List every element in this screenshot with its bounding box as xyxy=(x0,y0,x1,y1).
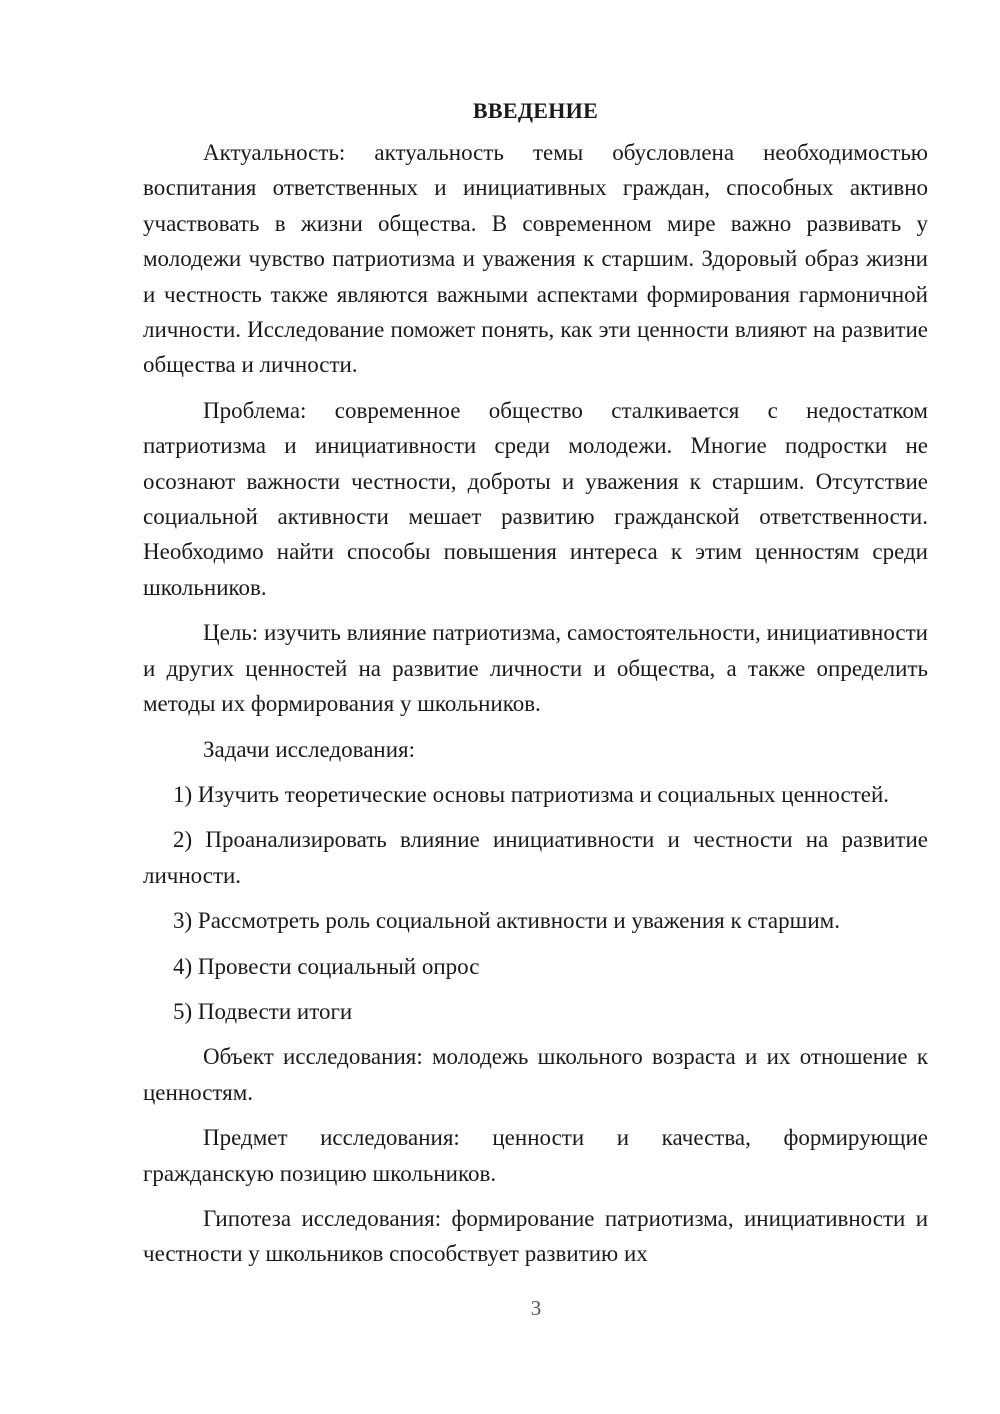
task-item-3: 3) Рассмотреть роль социальной активности и уважения к старшим. xyxy=(173,908,840,934)
task-item-2: 2) Проанализировать влияние инициативности и честности на развитие личности. xyxy=(143,827,928,888)
goal-paragraph: Цель: изучить влияние патриотизма, самостоятельности, инициативности и других ценностей на развитие личности и общества, а также определить методы их формирования у школьников. xyxy=(143,620,928,717)
tasks-heading: Задачи исследования: xyxy=(203,736,416,762)
relevance-paragraph: Актуальность: актуальность темы обусловлена необходимостью воспитания ответственных и инициативных граждан, способных активно участвовать в жизни общества. В современном мире важно развивать у молодежи чувство патриотизма и уважения к старшим. Здоровый образ жизни и честность также являются важными аспектами формирования гармоничной личности. Исследование поможет понять, как эти ценности влияют на развитие общества и личности. xyxy=(143,140,928,378)
hypothesis-paragraph: Гипотеза исследования: формирование патриотизма, инициативности и честности у школьников способствует развитию их xyxy=(143,1205,928,1267)
object-paragraph: Объект исследования: молодежь школьного возраста и их отношение к ценностям. xyxy=(143,1044,928,1105)
problem-paragraph: Проблема: современное общество сталкивается с недостатком патриотизма и инициативности среди молодежи. Многие подростки не осознают важности честности, доброты и уважения к старшим. Отсутствие социальной активности мешает развитию гражданской ответственности. Необходимо найти способы повышения интереса к этим ценностям среди школьников. xyxy=(143,397,928,600)
task-item-5: 5) Подвести итоги xyxy=(173,998,353,1024)
page-number: 3 xyxy=(530,1296,542,1320)
page-title: ВВЕДЕНИЕ xyxy=(472,98,599,123)
document-page xyxy=(143,96,928,1282)
subject-paragraph: Предмет исследования: ценности и качества, формирующие гражданскую позицию школьников. xyxy=(143,1125,928,1186)
task-item-4: 4) Провести социальный опрос xyxy=(173,953,480,979)
task-item-1: 1) Изучить теоретические основы патриотизма и социальных ценностей. xyxy=(173,781,890,807)
